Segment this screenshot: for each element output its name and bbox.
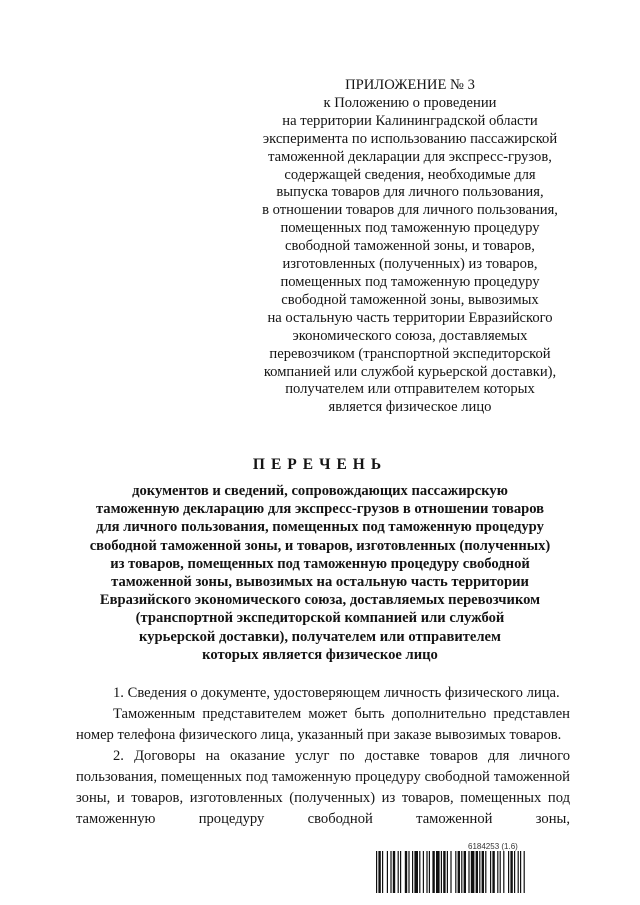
subtitle-line: для личного пользования, помещенных под таможенную процедуру [96,519,544,536]
barcode-bar [524,851,525,893]
barcode-bar [408,851,409,893]
barcode-bar [376,851,377,893]
appendix-line: содержащей сведения, необходимые для [284,166,536,183]
barcode-bar [479,851,480,893]
appendix-line: выпуска товаров для личного пользования, [276,184,544,201]
appendix-line: экономического союза, доставляемых [292,327,528,344]
barcode-bar [400,851,401,893]
document-body [76,683,570,830]
barcode-bar [490,851,491,893]
barcode-bar [419,851,420,893]
barcode-bar [443,851,445,893]
appendix-line: изготовленных (полученных) из товаров, [282,256,538,273]
barcode-bar [432,851,434,893]
appendix-line: эксперимента по использованию пассажирской [262,130,558,147]
barcode-bar [492,851,494,893]
appendix-line: получателем или отправителем которых [285,381,535,398]
barcode-bar [447,851,448,893]
subtitle-line: (транспортной экспедиторской компанией или службой [135,610,505,627]
barcode-bar [393,851,395,893]
document-title: ПЕРЕЧЕНЬ [252,456,388,473]
appendix-line: на остальную часть территории Евразийского [267,309,553,326]
barcode-bar [423,851,424,893]
document-subtitle [60,482,580,664]
barcode-bar [482,851,484,893]
barcode-bar [455,851,456,893]
barcode-bar [390,851,391,893]
barcode-bar [510,851,512,893]
barcode [376,851,590,893]
subtitle-line: Евразийского экономического союза, доставляемых перевозчиком [99,592,541,609]
paragraph-2: Таможенным представителем может быть дополнительно представлен номер телефона физического лица, указанный при заказе вывозимых товаров. [76,706,570,743]
subtitle-line: свободной таможенной зоны, и товаров, изготовленных (полученных) [89,537,551,554]
barcode-bar [468,851,469,893]
barcode-bar [441,851,442,893]
barcode-bar [461,851,462,893]
appendix-line: в отношении товаров для личного пользования, [262,202,558,219]
appendix-line: свободной таможенной зоны, и товаров, [285,238,535,255]
barcode-bar [436,851,440,893]
barcode-bar [518,851,519,893]
appendix-line: является физическое лицо [328,399,492,416]
barcode-bar [382,851,383,893]
barcode-bar [387,851,388,893]
subtitle-line: из товаров, помещенных под таможенную процедуру свободной [110,555,530,572]
barcode-bar [497,851,498,893]
barcode-bar [398,851,399,893]
barcode-bar [476,851,478,893]
barcode-bar [378,851,380,893]
barcode-bar [426,851,427,893]
barcode-bar [520,851,521,893]
barcode-bar [503,851,504,893]
paragraph-3: 2. Договоры на оказание услуг по доставке товаров для личного пользования, помещенных под таможенную процедуру свободной таможенной зоны, и товаров, изготовленных (полученных) из товаров, помещенных под таможенную процедуру свободной таможенной зоны, [76,748,570,827]
appendix-line: на территории Калининградской области [282,112,538,129]
appendix-line: помещенных под таможенную процедуру [280,220,540,237]
subtitle-line: документов и сведений, сопровождающих пассажирскую [132,483,508,499]
appendix-line: помещенных под таможенную процедуру [280,273,540,290]
appendix-line: компанией или службой курьерской доставки), [263,363,557,380]
barcode-bar [508,851,509,893]
barcode-bar [405,851,407,893]
appendix-line: перевозчиком (транспортной экспедиторской [269,345,551,362]
barcode-bar [414,851,418,893]
barcode-bar [458,851,460,893]
appendix-line: к Положению о проведении [323,94,497,111]
barcode-bar [471,851,475,893]
appendix-heading [250,77,570,417]
subtitle-line: таможенную декларацию для экспресс-грузов в отношении товаров [95,501,545,518]
barcode-bar [500,851,501,893]
barcode-bar [464,851,466,893]
appendix-line: свободной таможенной зоны, вывозимых [281,291,539,308]
barcode-bar [514,851,515,893]
subtitle-line: курьерской доставки), получателем или отправителем [139,628,501,645]
barcode-bar [450,851,451,893]
barcode-bar [485,851,486,893]
appendix-line: таможенной декларации для экспресс-грузов, [268,148,552,165]
barcode-bar [429,851,430,893]
barcode-bar [412,851,413,893]
subtitle-line: таможенной зоны, вывозимых на остальную часть территории [111,574,529,591]
subtitle-line: которых является физическое лицо [202,646,438,663]
appendix-line: ПРИЛОЖЕНИЕ № 3 [345,77,475,93]
paragraph-1: 1. Сведения о документе, удостоверяющем личность физического лица. [113,685,560,701]
document-code: 6184253 (1.6) [468,842,518,851]
